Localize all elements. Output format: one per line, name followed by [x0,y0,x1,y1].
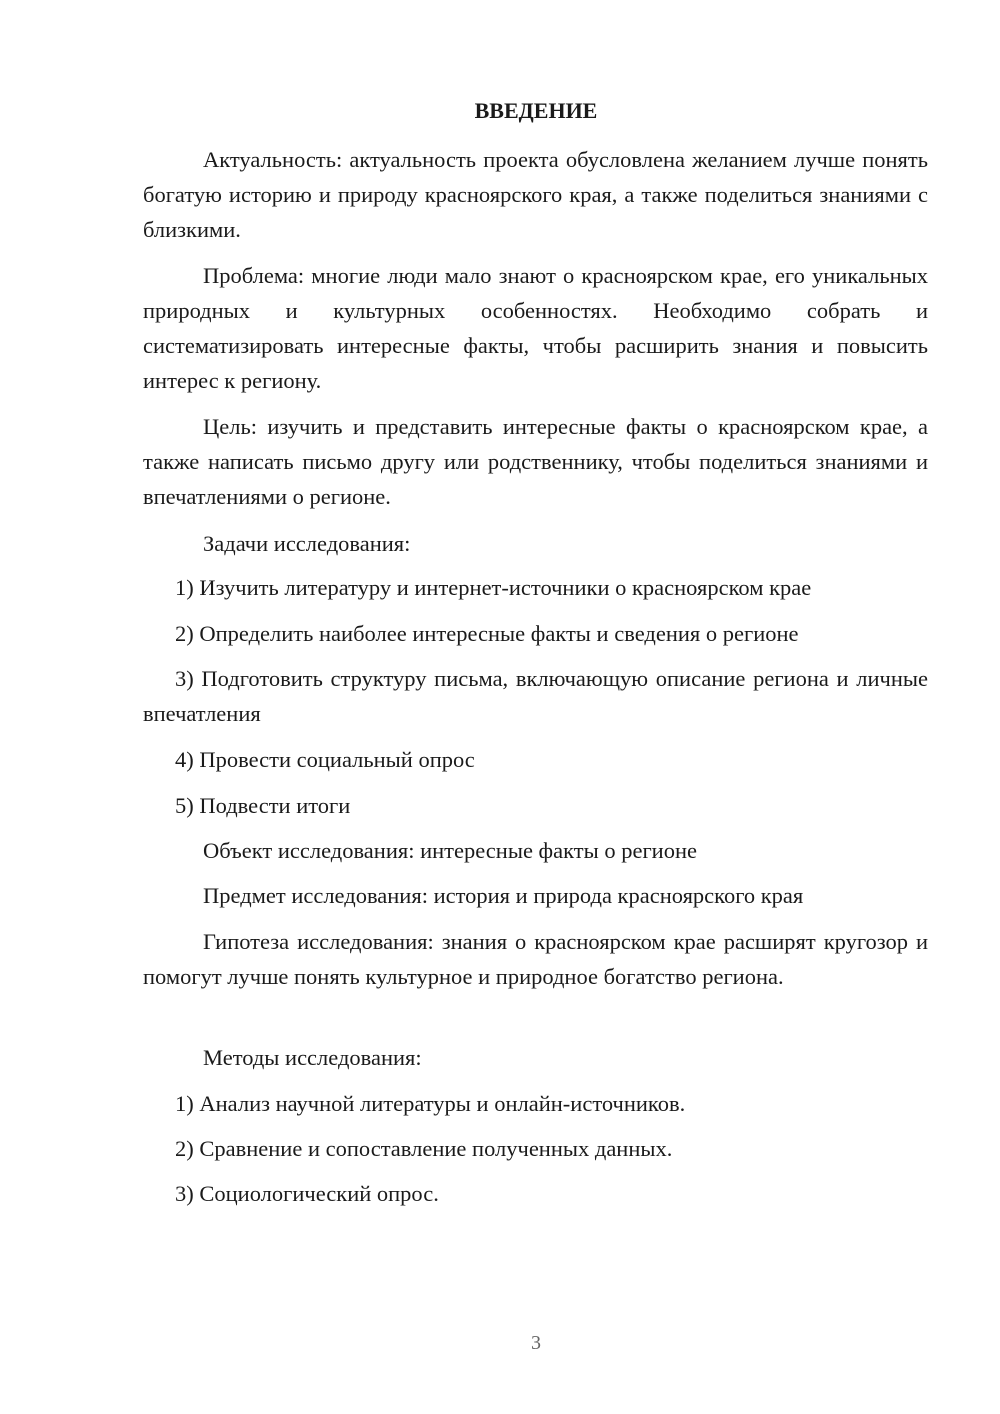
task-item: 1) Изучить литературу и интернет-источники о красноярском крае [175,575,812,600]
task-item: 3) Подготовить структуру письма, включающую описание региона и личные впечатления [143,666,928,726]
method-item: 3) Социологический опрос. [175,1181,439,1206]
methods-heading: Методы исследования: [203,1045,422,1070]
page-title: ВВЕДЕНИЕ [474,98,598,123]
task-item: 2) Определить наиболее интересные факты и сведения о регионе [175,621,799,646]
method-item: 1) Анализ научной литературы и онлайн-источников. [175,1091,686,1116]
task-item: 4) Провести социальный опрос [175,747,475,772]
method-item: 2) Сравнение и сопоставление полученных данных. [175,1136,673,1161]
tasks-heading: Задачи исследования: [203,531,411,556]
goal-paragraph: Цель: изучить и представить интересные факты о красноярском крае, а также написать письмо другу или родственнику, чтобы поделиться знаниями и впечатлениями о регионе. [143,414,928,509]
hypothesis-paragraph: Гипотеза исследования: знания о красноярском крае расширят кругозор и помогут лучше понять культурное и природное богатство региона. [143,929,928,989]
problem-paragraph: Проблема: многие люди мало знают о красноярском крае, его уникальных природных и культурных особенностях. Необходимо собрать и систематизировать интересные факты, чтобы расширить знания и повысить интерес к региону. [143,263,928,393]
research-subject: Предмет исследования: история и природа красноярского края [203,883,804,908]
task-item: 5) Подвести итоги [175,793,351,818]
research-object: Объект исследования: интересные факты о регионе [203,838,697,863]
page-number: 3 [531,1332,541,1354]
relevance-paragraph: Актуальность: актуальность проекта обусловлена желанием лучше понять богатую историю и природу красноярского края, а также поделиться знаниями с близкими. [143,147,928,242]
